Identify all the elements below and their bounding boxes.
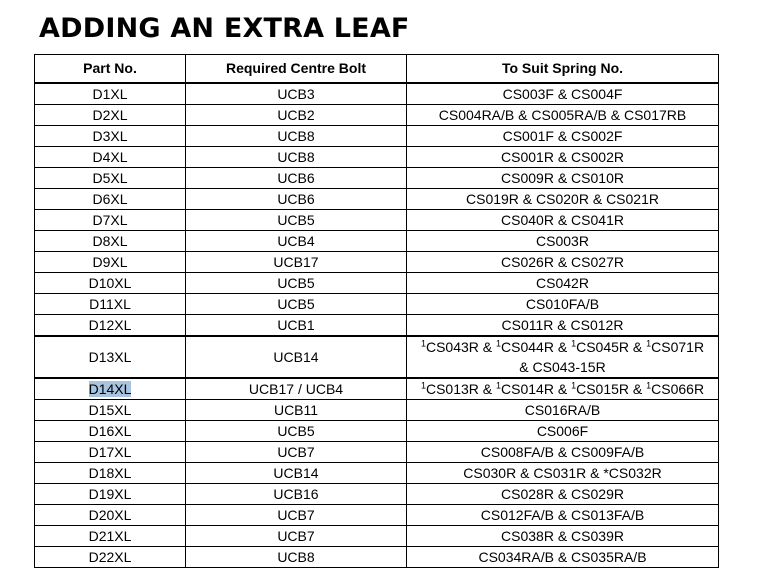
cell-suit-spring: CS010FA/B	[407, 294, 719, 315]
footnote-marker: 1	[646, 338, 652, 349]
part-no-text: D16XL	[88, 423, 132, 439]
cell-suit-spring: CS016RA/B	[407, 400, 719, 421]
cell-suit-spring: CS004RA/B & CS005RA/B & CS017RB	[407, 105, 719, 126]
table-row	[35, 294, 719, 315]
table-row	[35, 526, 719, 547]
cell-part-no	[35, 273, 186, 294]
part-no-text: D6XL	[92, 191, 128, 207]
cell-part-no	[35, 526, 186, 547]
cell-part-no	[35, 442, 186, 463]
cell-centre-bolt: UCB8	[186, 126, 407, 147]
part-no-text: D18XL	[88, 465, 132, 481]
part-no-text: D2XL	[92, 107, 128, 123]
part-no-text: D21XL	[88, 528, 132, 544]
table-row	[35, 210, 719, 231]
table-row	[35, 547, 719, 568]
part-no-text: D4XL	[92, 149, 128, 165]
cell-centre-bolt: UCB6	[186, 189, 407, 210]
cell-suit-spring: CS042R	[407, 273, 719, 294]
cell-centre-bolt: UCB8	[186, 547, 407, 568]
cell-part-no	[35, 231, 186, 252]
cell-suit-spring: CS001F & CS002F	[407, 126, 719, 147]
cell-centre-bolt: UCB2	[186, 105, 407, 126]
cell-centre-bolt: UCB5	[186, 273, 407, 294]
table-row	[35, 505, 719, 526]
cell-part-no	[35, 189, 186, 210]
cell-suit-spring	[407, 336, 719, 378]
part-no-text: D20XL	[88, 507, 132, 523]
cell-centre-bolt: UCB8	[186, 147, 407, 168]
cell-part-no	[35, 252, 186, 273]
header-centre-bolt: Required Centre Bolt	[186, 55, 407, 84]
part-no-text: D10XL	[88, 275, 132, 291]
part-no-text: D14XL	[88, 381, 132, 397]
table-row	[35, 421, 719, 442]
table-row	[35, 189, 719, 210]
part-no-text: D15XL	[88, 402, 132, 418]
cell-suit-spring: CS030R & CS031R & *CS032R	[407, 463, 719, 484]
table-row	[35, 442, 719, 463]
cell-suit-spring: CS026R & CS027R	[407, 252, 719, 273]
page-title: ADDING AN EXTRA LEAF	[39, 13, 410, 44]
part-no-text: D1XL	[92, 86, 128, 102]
header-part-no: Part No.	[35, 55, 186, 84]
cell-suit-spring: CS011R & CS012R	[407, 315, 719, 337]
spring-line-1: $^1$CS043R & $^1$CS044R & $^1$CS045R & $^1$CS071R	[420, 338, 705, 355]
table-row	[35, 484, 719, 505]
table-row	[35, 336, 719, 378]
cell-part-no	[35, 210, 186, 231]
cell-part-no	[35, 168, 186, 189]
part-no-text: D11XL	[89, 296, 131, 312]
cell-part-no	[35, 400, 186, 421]
cell-suit-spring: CS034RA/B & CS035RA/B	[407, 547, 719, 568]
table-row	[35, 315, 719, 337]
cell-centre-bolt: UCB17 / UCB4	[186, 378, 407, 400]
table-row	[35, 126, 719, 147]
header-row	[35, 55, 719, 84]
footnote-marker: 1	[420, 338, 426, 349]
cell-part-no	[35, 83, 186, 105]
cell-centre-bolt: UCB1	[186, 315, 407, 337]
cell-centre-bolt: UCB7	[186, 526, 407, 547]
cell-part-no	[35, 105, 186, 126]
cell-suit-spring: CS008FA/B & CS009FA/B	[407, 442, 719, 463]
cell-part-no	[35, 378, 186, 400]
table-row	[35, 231, 719, 252]
cell-part-no	[35, 315, 186, 337]
cell-part-no	[35, 336, 186, 378]
table-row	[35, 378, 719, 400]
part-no-text: D5XL	[92, 170, 128, 186]
cell-part-no	[35, 484, 186, 505]
cell-suit-spring: CS028R & CS029R	[407, 484, 719, 505]
table-row	[35, 273, 719, 294]
cell-centre-bolt: UCB5	[186, 210, 407, 231]
footnote-marker: 1	[571, 338, 577, 349]
table-row	[35, 105, 719, 126]
cell-centre-bolt: UCB5	[186, 294, 407, 315]
footnote-marker: 1	[646, 380, 652, 391]
cell-part-no	[35, 147, 186, 168]
cell-part-no	[35, 547, 186, 568]
table-row	[35, 400, 719, 421]
cell-centre-bolt: UCB6	[186, 168, 407, 189]
cell-suit-spring: CS003R	[407, 231, 719, 252]
table-row	[35, 168, 719, 189]
part-no-text: D7XL	[92, 212, 128, 228]
footnote-marker: 1	[496, 380, 502, 391]
part-no-text: D17XL	[88, 444, 132, 460]
table-row	[35, 83, 719, 105]
cell-part-no	[35, 505, 186, 526]
cell-part-no	[35, 294, 186, 315]
cell-suit-spring: CS001R & CS002R	[407, 147, 719, 168]
spring-line-2: & CS043-15R	[519, 359, 606, 375]
cell-suit-spring: CS038R & CS039R	[407, 526, 719, 547]
cell-centre-bolt: UCB7	[186, 505, 407, 526]
cell-suit-spring: CS040R & CS041R	[407, 210, 719, 231]
cell-centre-bolt: UCB14	[186, 463, 407, 484]
footnote-marker: 1	[571, 380, 577, 391]
cell-centre-bolt: UCB3	[186, 83, 407, 105]
part-no-text: D22XL	[88, 549, 132, 565]
table-row	[35, 147, 719, 168]
part-no-text: D3XL	[92, 128, 128, 144]
header-suit-spring: To Suit Spring No.	[407, 55, 719, 84]
cell-suit-spring: CS003F & CS004F	[407, 83, 719, 105]
part-no-text: D9XL	[92, 254, 128, 270]
cell-suit-spring: CS009R & CS010R	[407, 168, 719, 189]
cell-suit-spring: CS012FA/B & CS013FA/B	[407, 505, 719, 526]
table-body	[35, 83, 719, 568]
cell-part-no	[35, 126, 186, 147]
cell-centre-bolt: UCB11	[186, 400, 407, 421]
cell-centre-bolt: UCB4	[186, 231, 407, 252]
cell-part-no	[35, 463, 186, 484]
cell-centre-bolt: UCB5	[186, 421, 407, 442]
footnote-marker: 1	[496, 338, 502, 349]
cell-part-no	[35, 421, 186, 442]
cell-suit-spring: $^1$CS013R & $^1$CS014R & $^1$CS015R & $^1$CS066R	[407, 378, 719, 400]
cell-suit-spring: CS019R & CS020R & CS021R	[407, 189, 719, 210]
table-row	[35, 252, 719, 273]
part-no-text: D19XL	[88, 486, 132, 502]
cell-centre-bolt: UCB14	[186, 336, 407, 378]
table-row	[35, 463, 719, 484]
cell-centre-bolt: UCB17	[186, 252, 407, 273]
cell-centre-bolt: UCB16	[186, 484, 407, 505]
part-no-text: D12XL	[88, 317, 132, 333]
part-no-text: D8XL	[92, 233, 128, 249]
part-no-text: D13XL	[88, 349, 132, 365]
parts-table	[34, 54, 719, 568]
footnote-marker: 1	[420, 380, 426, 391]
cell-centre-bolt: UCB7	[186, 442, 407, 463]
cell-suit-spring: CS006F	[407, 421, 719, 442]
